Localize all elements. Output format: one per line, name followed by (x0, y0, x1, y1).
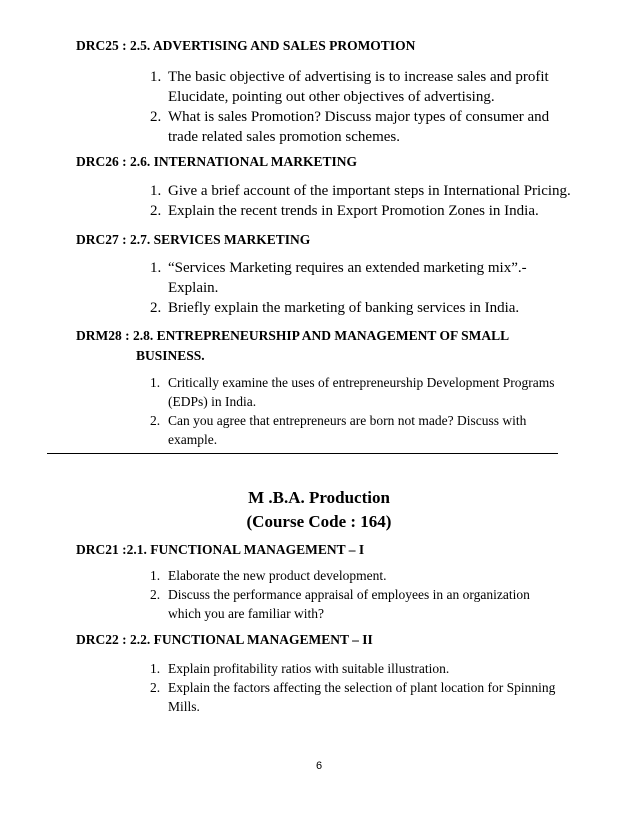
section-heading-text: DRM28 : 2.8. ENTREPRENEURSHIP AND MANAGEMENT OF SMALL (76, 328, 510, 343)
question-line: Mills. (168, 699, 200, 714)
question-item (150, 298, 527, 318)
question-list (150, 181, 571, 221)
question-number: 2. (150, 680, 161, 695)
question-number: 1. (150, 260, 162, 276)
section-heading-continuation: BUSINESS. (136, 348, 205, 363)
question-number: 1. (150, 661, 161, 676)
section-heading (76, 326, 509, 366)
question-line: Explain the recent trends in Export Promotion Zones in India. (168, 203, 539, 219)
question-line: The basic objective of advertising is to increase sales and profit (168, 69, 549, 85)
section-heading: DRC27 : 2.7. SERVICES MARKETING (76, 232, 311, 247)
question-list (150, 659, 555, 716)
section-heading: DRC22 : 2.2. FUNCTIONAL MANAGEMENT – II (76, 632, 373, 647)
question-number: 1. (150, 568, 161, 583)
question-item (150, 181, 571, 201)
question-number: 1. (150, 69, 162, 85)
question-line: Explain profitability ratios with suitable illustration. (168, 661, 450, 676)
program-title: M .B.A. Production (248, 488, 390, 507)
question-item (150, 678, 555, 716)
question-line: which you are familiar with? (168, 606, 324, 621)
question-line: (EDPs) in India. (168, 394, 257, 409)
question-item (150, 566, 530, 585)
question-list (150, 67, 549, 147)
question-line: Give a brief account of the important steps in International Pricing. (168, 183, 571, 199)
question-line: Briefly explain the marketing of banking services in India. (168, 300, 520, 316)
question-item (150, 258, 527, 298)
question-number: 1. (150, 183, 162, 199)
question-line: Critically examine the uses of entrepreneurship Development Programs (168, 375, 555, 390)
page-number: 6 (315, 760, 323, 772)
question-number: 2. (150, 109, 162, 125)
section-heading: DRC25 : 2.5. ADVERTISING AND SALES PROMOTION (76, 38, 416, 53)
question-line: Discuss the performance appraisal of employees in an organization (168, 587, 530, 602)
question-number: 2. (150, 203, 162, 219)
question-line: Explain the factors affecting the selection of plant location for Spinning (168, 680, 556, 695)
question-item (150, 67, 549, 107)
question-item (150, 585, 530, 623)
question-line: Elucidate, pointing out other objectives of advertising. (168, 89, 495, 105)
question-number: 1. (150, 375, 161, 390)
divider (47, 453, 558, 454)
question-list (150, 373, 555, 449)
question-number: 2. (150, 300, 162, 316)
question-number: 2. (150, 413, 161, 428)
question-item (150, 373, 555, 411)
question-line: Explain. (168, 280, 219, 296)
question-item (150, 659, 555, 678)
question-item (150, 107, 549, 147)
course-code: (Course Code : 164) (246, 512, 392, 531)
question-number: 2. (150, 587, 161, 602)
question-line: Can you agree that entrepreneurs are born not made? Discuss with (168, 413, 527, 428)
question-item (150, 201, 571, 221)
question-list (150, 566, 530, 623)
section-heading: DRC26 : 2.6. INTERNATIONAL MARKETING (76, 154, 358, 169)
question-list (150, 258, 527, 318)
question-line: trade related sales promotion schemes. (168, 129, 401, 145)
question-line: What is sales Promotion? Discuss major types of consumer and (168, 109, 550, 125)
question-line: example. (168, 432, 218, 447)
section-heading: DRC21 :2.1. FUNCTIONAL MANAGEMENT – I (76, 542, 365, 557)
question-line: “Services Marketing requires an extended marketing mix”.- (168, 260, 527, 276)
question-item (150, 411, 555, 449)
question-line: Elaborate the new product development. (168, 568, 387, 583)
